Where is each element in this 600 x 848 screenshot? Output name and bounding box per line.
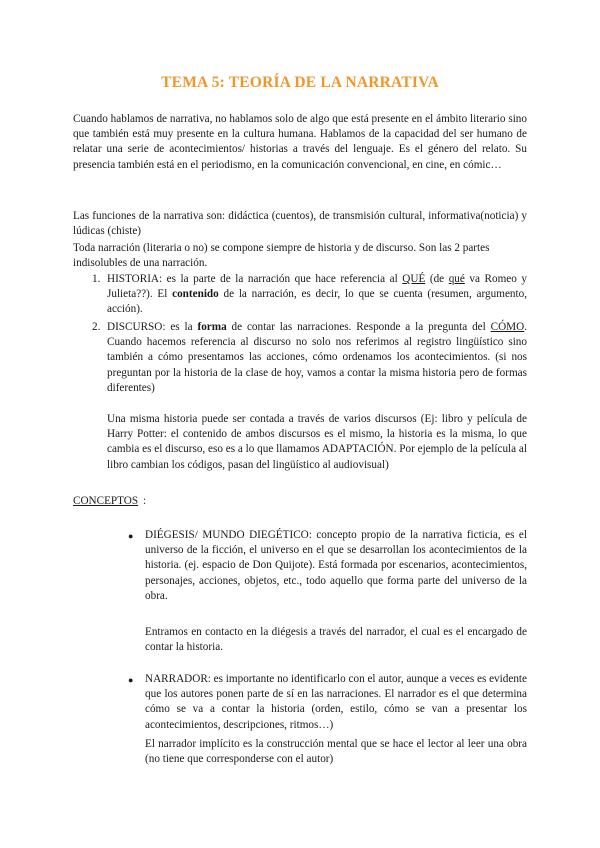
bullet-icon: ● — [128, 531, 134, 541]
discurso-label: DISCURSO: — [107, 321, 166, 333]
intro-paragraph: Cuando hablamos de narrativa, no hablamos solo de algo que está presente en el ámbito literario sino que también está muy presente en la cultura humana. Hablamos de la capacidad del ser humano de relatar una serie de acontecimientos/ historias a través del lenguaje. Es el género del relato. Su presencia también está en el periodismo, en la comunicación convencional, en cine, en cómic… — [73, 113, 527, 171]
concept-narrador: NARRADOR: es importante no identificarlo con el autor, aunque a veces es evidente que los autores ponen parte de sí en las narraciones. El narrador es el que determina cómo se va a contar la historia (orden, estilo, cómo se van a presentar los acontecimientos, descripciones, ritmos…) — [145, 673, 527, 731]
bullet-icon: ● — [128, 675, 134, 685]
como-underlined: CÓMO — [490, 321, 525, 333]
concept-narrador-extra: El narrador implícito es la construcción mental que se hace el lector al leer una obra (no tiene que corresponderse con el autor) — [145, 738, 527, 766]
document-title: TEMA 5: TEORÍA DE LA NARRATIVA — [161, 74, 439, 91]
contenido-bold: contenido — [172, 288, 219, 301]
list-number-1: 1. — [92, 273, 101, 285]
historia-label: HISTORIA: — [107, 273, 163, 285]
concept-diegesis-extra: Entramos en contacto en la diégesis a través del narrador, el cual es el encargado de contar la historia. — [145, 626, 527, 654]
composition-paragraph: Toda narración (literaria o no) se compone siempre de historia y de discurso. Son las 2 partes indisolubles de una narración. — [73, 242, 490, 270]
example-paragraph: Una misma historia puede ser contada a través de varios discursos (Ej: libro y película de Harry Potter: el contenido de ambos discursos es el mismo, la historia es la misma, lo que cambia es el discurso, eso es a lo que llamamos ADAPTACIÓN. Por ejemplo de la película al libro cambian los códigos, pasan del lingüístico al audiovisual) — [107, 413, 527, 471]
list-item-discurso: DISCURSO: es la forma de contar las narraciones. Responde a la pregunta del CÓMO. Cuando hacemos referencia al discurso no solo nos referimos al registro lingüístico sino también a cómo presentamos las acciones, cómo ordenamos los acontecimientos. (si nos preguntan por la historia de la clase de hoy, vamos a contar la misma historia pero de formas diferentes) — [107, 321, 527, 394]
concepts-colon: : — [143, 495, 147, 507]
forma-bold: forma — [197, 321, 227, 333]
concepts-heading: CONCEPTOS — [73, 495, 139, 507]
que-underlined: QUÉ — [402, 273, 426, 285]
list-number-2: 2. — [92, 321, 101, 333]
functions-paragraph: Las funciones de la narrativa son: didáctica (cuentos), de transmisión cultural, informativa(noticia) y lúdicas (chiste) — [73, 210, 527, 238]
list-item-historia: HISTORIA: es la parte de la narración que hace referencia al QUÉ (de qué va Romeo y Julieta??). El contenido de la narración, es decir, lo que se cuenta (resumen, argumento, acción). — [107, 273, 527, 316]
concept-diegesis: DIÉGESIS/ MUNDO DIEGÉTICO: concepto propio de la narrativa ficticia, es el universo de la ficción, el universo en el que se desarrollan los acontecimientos de la historia. (ej. espacio de Don Quijote). Está formada por escenarios, acontecimientos, personajes, acciones, objetos, etc., todo aquello que forma parte del universo de la obra. — [145, 529, 527, 602]
